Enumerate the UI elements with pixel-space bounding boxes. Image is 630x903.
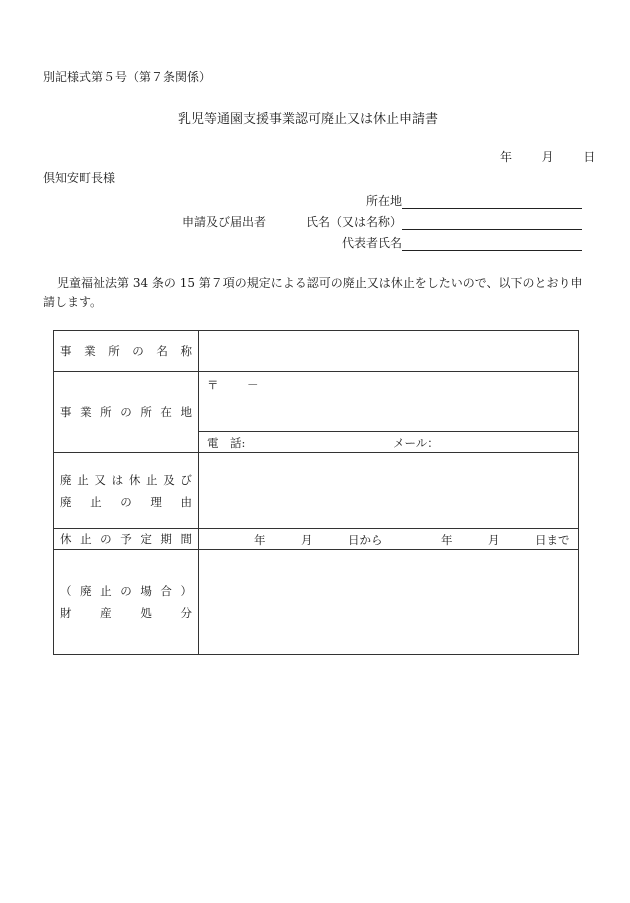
date-day: 日 [583, 150, 596, 164]
period-start-month: 月 [301, 533, 313, 547]
label-char: 理 [150, 494, 162, 509]
label-char: 事 [60, 405, 72, 419]
label-char: の [120, 584, 132, 598]
label-char: （ [60, 584, 72, 598]
label-property-disposal-line1 [60, 583, 192, 599]
name-field[interactable] [402, 217, 582, 230]
row-suspension-period [54, 529, 579, 550]
label-char: 期 [160, 532, 172, 546]
address-label: 所在地 [366, 194, 403, 208]
label-char: 業 [84, 344, 96, 358]
label-suspension-period [54, 529, 199, 550]
suspension-period-field[interactable] [199, 529, 579, 550]
period-start-day: 日から [348, 533, 383, 547]
label-reason-line2 [60, 494, 192, 510]
contact-field[interactable] [199, 432, 579, 453]
label-facility-address-text [60, 404, 192, 420]
label-char: 産 [100, 606, 112, 620]
label-char: の [120, 494, 132, 509]
label-facility-address [54, 372, 199, 453]
label-char: 廃 [60, 472, 72, 487]
name-label: 氏名（又は名称） [306, 215, 403, 229]
label-char: は [111, 472, 124, 487]
label-char: 間 [180, 532, 192, 546]
date-month: 月 [541, 150, 554, 164]
label-char: 廃 [80, 584, 92, 598]
label-reason [54, 453, 199, 529]
label-char: 又 [94, 472, 106, 487]
document-title: 乳児等通園支援事業認可廃止又は休止申請書 [178, 112, 439, 127]
body-text-line1: 児童福祉法第 34 条の 15 第７項の規定による認可の廃止又は休止をしたいので、以下のとおり申 [57, 276, 583, 290]
property-disposal-field[interactable] [199, 550, 579, 655]
representative-line [342, 234, 582, 251]
label-char: 業 [80, 405, 92, 419]
label-char: 及 [163, 472, 175, 487]
row-facility-name [54, 331, 579, 372]
representative-field[interactable] [402, 238, 582, 251]
label-char: 廃 [60, 494, 72, 509]
label-char: 称 [180, 344, 192, 358]
label-facility-name [54, 331, 199, 372]
representative-label: 代表者氏名 [342, 236, 403, 250]
period-end-day: 日まで [535, 533, 570, 547]
label-char: 所 [140, 405, 152, 419]
label-char: 止 [100, 584, 112, 598]
postal-mark: 〒 [207, 378, 219, 392]
label-char: 地 [180, 405, 192, 419]
period-start-year: 年 [254, 533, 266, 547]
addressee: 倶知安町長様 [43, 171, 116, 185]
body-text-line2: 請します。 [43, 295, 103, 309]
label-char: 止 [80, 532, 92, 546]
label-reason-line1 [60, 472, 192, 488]
label-char: 予 [120, 532, 132, 546]
label-char: び [180, 472, 192, 487]
label-char: 場 [140, 584, 152, 598]
date-line [500, 148, 595, 165]
mail-label: メール： [393, 436, 439, 450]
facility-name-field[interactable] [199, 331, 579, 372]
label-char: 名 [156, 344, 168, 358]
label-property-disposal-line2 [60, 605, 192, 621]
label-char: の [100, 532, 112, 546]
period-end-year: 年 [441, 533, 453, 547]
label-suspension-period-text [60, 531, 192, 547]
postal-dash: － [247, 378, 259, 392]
label-char: の [132, 344, 144, 358]
label-char: 処 [140, 606, 152, 620]
applicant-role: 申請及び届出者 [182, 215, 267, 229]
label-char: 所 [100, 405, 112, 419]
label-property-disposal [54, 550, 199, 655]
label-char: の [120, 405, 132, 419]
address-line [366, 192, 582, 209]
label-char: 財 [60, 606, 72, 620]
label-char: 由 [180, 494, 192, 509]
date-year: 年 [500, 150, 513, 164]
label-char: ） [180, 584, 192, 598]
label-facility-name-text [60, 343, 192, 359]
facility-address-field[interactable] [199, 372, 579, 432]
label-char: 止 [77, 472, 89, 487]
form-number: 別記様式第５号（第７条関係） [43, 70, 212, 84]
period-end-month: 月 [488, 533, 500, 547]
label-char: 在 [160, 405, 172, 419]
label-char: 止 [146, 472, 158, 487]
name-line [306, 213, 582, 230]
address-field[interactable] [402, 196, 582, 209]
row-facility-address [54, 372, 579, 432]
label-char: 休 [128, 472, 141, 487]
row-reason [54, 453, 579, 529]
label-char: 分 [180, 606, 192, 620]
label-char: 定 [140, 532, 152, 546]
row-property-disposal [54, 550, 579, 655]
tel-label: 電 話: [207, 436, 246, 450]
label-char: 休 [60, 532, 72, 546]
label-char: 合 [160, 584, 172, 598]
label-char: 事 [60, 344, 72, 358]
label-char: 止 [90, 494, 102, 509]
label-char: 所 [108, 344, 120, 358]
reason-field[interactable] [199, 453, 579, 529]
application-table [53, 330, 579, 655]
